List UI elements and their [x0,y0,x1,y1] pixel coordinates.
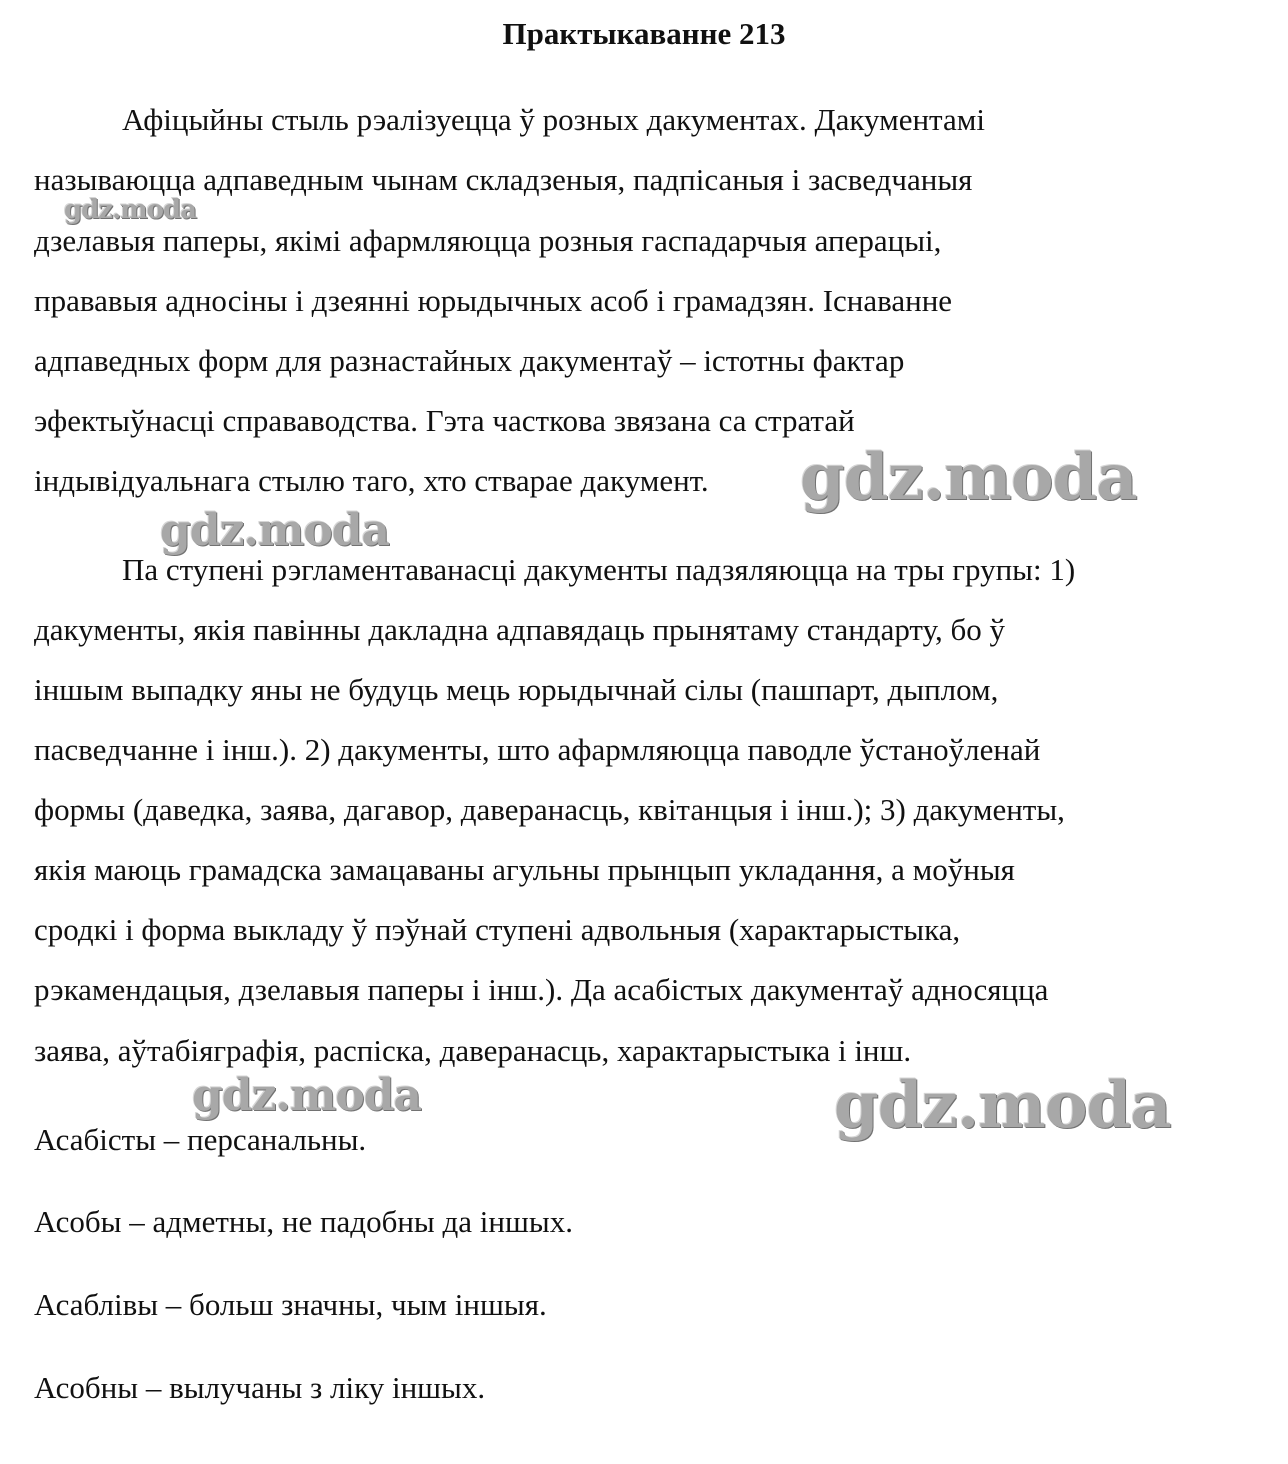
paragraph1-line: прававыя адносіны і дзеянні юрыдычных асоб і грамадзян. Існаванне [34,283,953,318]
paragraph1-line: індывідуальнага стылю таго, хто стварае дакумент. [34,463,709,498]
paragraph2-line: рэкамендацыя, дзелавыя паперы і інш.). Да асабістых дакументаў адносяцца [34,972,1049,1007]
watermark: gdz.moda [834,1068,1171,1143]
paragraph1-line: называюцца адпаведным чынам складзеныя, падпісаныя і засведчаныя [34,162,973,197]
paragraph1-line: эфектыўнасці справаводства. Гэта часткова звязана са стратай [34,403,855,438]
paragraph2-line: якія маюць грамадска замацаваны агульны прынцып укладання, а моўныя [34,852,1015,887]
paragraph1-line: дзелавыя паперы, якімі афармляюцца розныя гаспадарчыя аперацыі, [34,223,942,258]
definition-line: Асобны – вылучаны з ліку іншых. [34,1370,486,1405]
definition-line: Асабісты – персанальны. [34,1122,367,1157]
paragraph2-line: формы (даведка, заява, дагавор, даверанасць, квітанцыя і інш.); 3) дакументы, [34,792,1065,827]
paragraph2-line: заява, аўтабіяграфія, распіска, даверанасць, характарыстыка і інш. [34,1033,912,1068]
exercise-title: Практыкаванне 213 [502,16,786,51]
watermark: gdz.moda [800,440,1137,515]
definition-line: Асаблівы – больш значны, чым іншыя. [34,1287,547,1322]
paragraph1-line: Афіцыйны стыль рэалізуецца ў розных дакументах. Дакументамі [122,102,985,137]
paragraph1-line: адпаведных форм для разнастайных дакументаў – істотны фактар [34,343,905,378]
watermark: gdz.moda [192,1070,422,1121]
paragraph2-line: пасведчанне і інш.). 2) дакументы, што афармляюцца паводле ўстаноўленай [34,732,1041,767]
paragraph2-line: дакументы, якія павінны дакладна адпавядаць прынятаму стандарту, бо ў [34,612,1005,647]
watermark: gdz.moda [160,505,390,556]
paragraph2-line: іншым выпадку яны не будуць мець юрыдычнай сілы (пашпарт, дыплом, [34,672,999,707]
paragraph2-line: сродкі і форма выкладу ў пэўнай ступені адвольныя (характарыстыка, [34,912,961,947]
watermark: gdz.moda [64,195,197,225]
definition-line: Асобы – адметны, не падобны да іншых. [34,1204,573,1239]
paragraph2-line: Па ступені рэгламентаванасці дакументы падзяляюцца на тры групы: 1) [122,552,1076,587]
